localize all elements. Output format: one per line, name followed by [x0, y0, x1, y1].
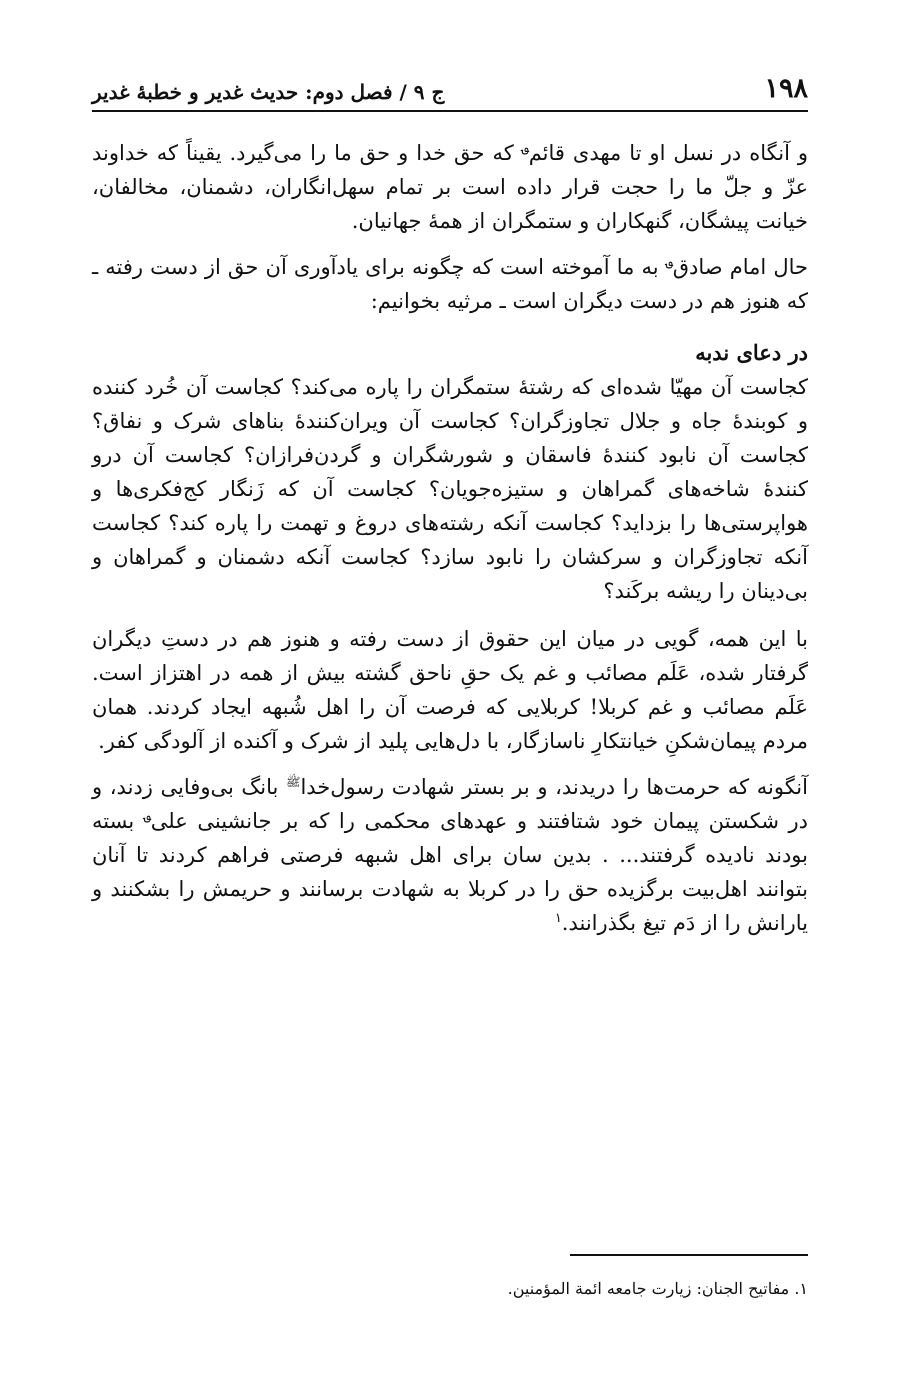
footnote-reference[interactable]: ۱ [554, 911, 562, 926]
page-body [92, 136, 808, 940]
page-number: ۱۹۸ [764, 73, 808, 104]
paragraph-5-part-1: آنگونه که حرمت‌ها را دریدند، و بر بستر شهادت رسول‌خدا [300, 775, 808, 799]
paragraph-2-start: حال امام صادق [672, 255, 808, 279]
honorific-symbol: ؈ [521, 141, 529, 155]
paragraph-2-rest: به ما آموخته است که چگونه برای یادآوری آن حق از دست رفته ـ که هنوز هم در دست دیگران است ـ مرثیه بخوانیم: [92, 255, 808, 313]
paragraph-4: با این همه، گویی در میان این حقوق از دست رفته و هنوز هم در دستِ دیگران گرفتار شده، عَلَم مصائب و غم یک حقِ ناحق گشته بیش از همه در اهتزاز است. عَلَم مصائب و غم کربلا! کربلایی که فرصت آن را اهل شُبهه ایجاد کردند. همان مردم پیمان‌شکنِ خیانتکارِ ناسازگار، با دل‌هایی پلید از شرک و آکنده از آلودگی کفر. [92, 627, 808, 753]
honorific-symbol: ؈ [665, 255, 673, 269]
paragraph-2 [92, 250, 808, 318]
honorific-symbol: ﷺ [285, 775, 301, 789]
section-heading: در دعای ندبه [695, 340, 808, 365]
page-header [92, 60, 808, 112]
running-head: ج ۹ / فصل دوم: حدیث غدیر و خطبۀ غدیر [92, 80, 445, 104]
footnote: ۱. مفاتیح الجنان: زیارت جامعه ائمة المؤمنین. [507, 1279, 808, 1298]
paragraph-3: کجاست آن مهیّا شده‌ای که رشتۀ ستمگران را پاره می‌کند؟ کجاست آن خُرد کننده و کوبندۀ جاه و جلال تجاوزگران؟ کجاست آن ویران‌کنندۀ بناهای شرک و نفاق؟ کجاست آن نابود کنندۀ فاسقان و شورشگران و گردن‌فرازان؟ کجاست آن درو کنندۀ شاخه‌های گمراهان و ستیزه‌جویان؟ کجاست آن که زَنگار کج‌فکری‌ها و هواپرستی‌ها را بزداید؟ کجاست آنکه رشته‌های دروغ و تهمت را پاره کند؟ کجاست آنکه تجاوزگران و سرکشان را نابود سازد؟ کجاست آنکه دشمنان و گمراهان و بی‌دینان را ریشه برکَند؟ [92, 375, 808, 603]
paragraph-1 [92, 136, 808, 238]
book-page [92, 60, 808, 952]
paragraph-5 [92, 770, 808, 940]
paragraph-5-part-3: بسته بودند نادیده گرفتند... . بدین سان برای اهل شبهه فرصتی فراهم کردند تا آنان بتوانند اهل‌بیت برگزیده حق را در کربلا به شهادت برسانند و حریمش را بشکنند و یارانش را از دَم تیغ بگذرانند. [92, 809, 808, 935]
paragraph-5-part-2: بانگ بی‌وفایی زدند، و در شکستن پیمان خود شتافتند و عهدهای محکمی را که بر جانشینی علی [92, 775, 808, 833]
paragraph-1-start: و آنگاه در نسل او تا مهدی قائم [528, 141, 808, 165]
honorific-symbol: ؈ [143, 809, 151, 823]
footnote-divider [570, 1254, 808, 1256]
paragraph-1-rest: که حق خدا و حق ما را می‌گیرد. یقیناً که خداوند عزّ و جلّ ما را حجت قرار داده است بر تمام سهل‌انگاران، دشمنان، مخالفان، خیانت پیشگان، گنهکاران و ستمگران از همۀ جهانیان. [92, 141, 808, 233]
